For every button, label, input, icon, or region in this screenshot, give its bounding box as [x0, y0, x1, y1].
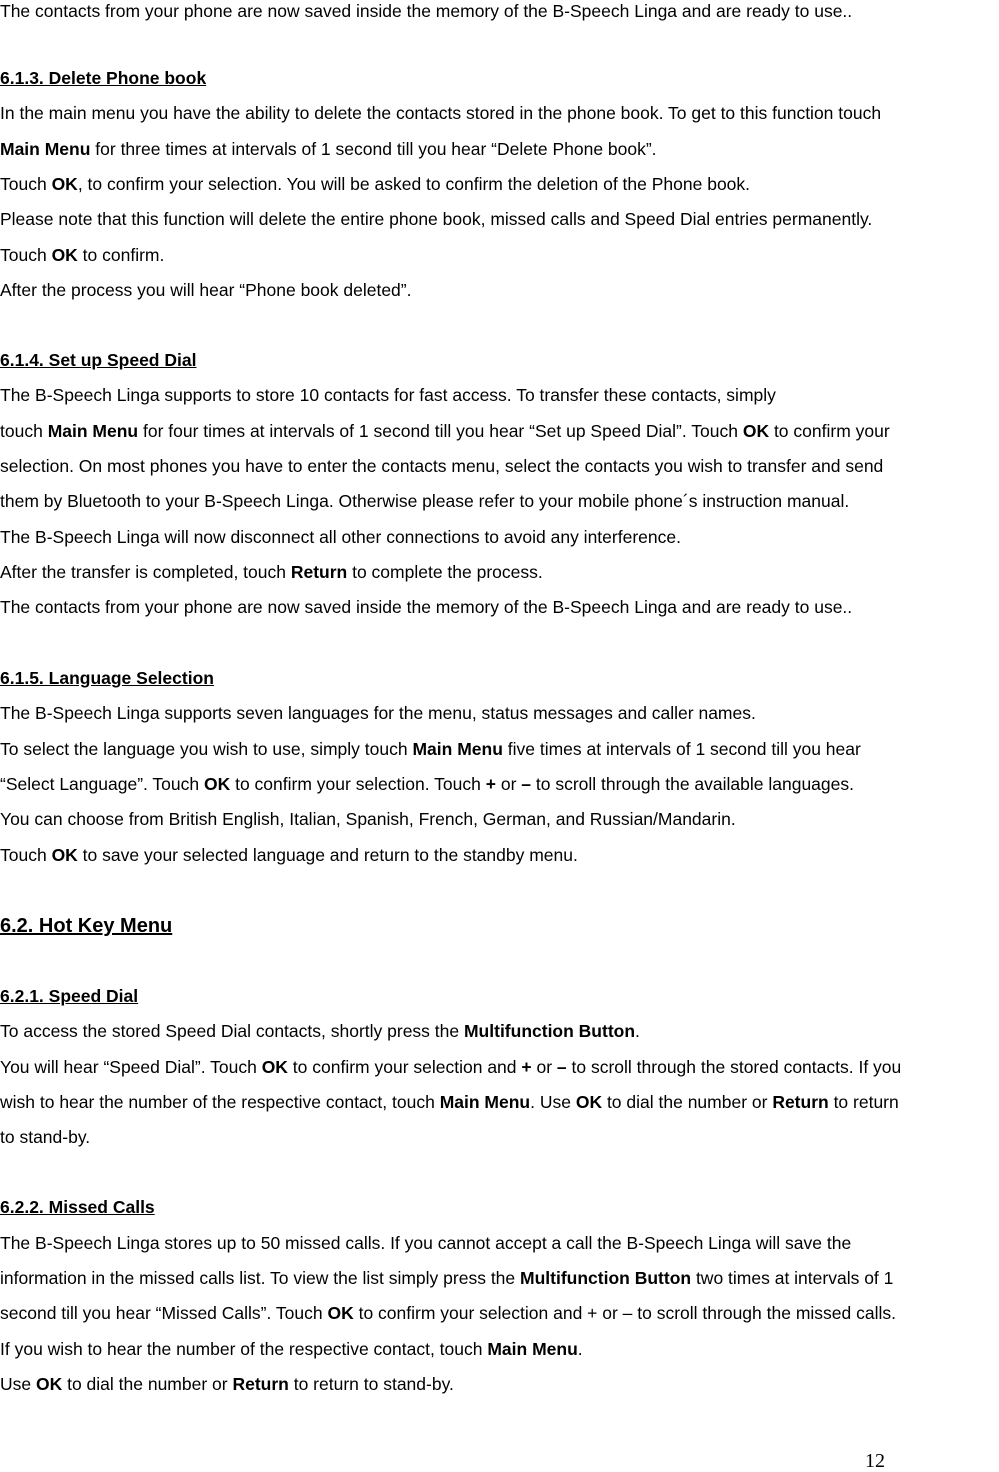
text: You can choose from British English, Italian, Spanish, French, German, and Russian/Mandarin. [0, 809, 736, 829]
bold-text: Multifunction Button [463, 1021, 636, 1041]
text: for four times at intervals of 1 second till you hear “Set up Speed Dial”. Touch [138, 421, 743, 441]
text: After the process you will hear “Phone book deleted”. [0, 280, 412, 300]
text: Please note that this function will delete the entire phone book, missed calls and Speed Dial entries permanently. [0, 209, 873, 229]
bold-text: OK [327, 1303, 354, 1323]
text: wish to hear the number of the respective contact, touch [0, 1092, 440, 1112]
text: In the main menu you have the ability to delete the contacts stored in the phone book. To get to this function touch [0, 103, 882, 123]
s615-line-5 [0, 844, 578, 866]
bold-text: Main Menu [47, 421, 139, 441]
text: The B-Speech Linga supports to store 10 contacts for fast access. To transfer these contacts, simply [0, 385, 776, 405]
s615-line-4 [0, 808, 736, 830]
heading-speed-dial: 6.2.1. Speed Dial [0, 986, 139, 1006]
s621-line-4 [0, 1126, 90, 1148]
bold-text: + [521, 1057, 532, 1077]
text: . [635, 1021, 640, 1041]
bold-text: OK [51, 174, 78, 194]
bold-text: Main Menu [439, 1092, 531, 1112]
s614-line-7 [0, 596, 852, 618]
text: to scroll through the available languages. [531, 774, 854, 794]
s613-line-6 [0, 279, 411, 301]
heading-hot-key-menu: 6.2. Hot Key Menu [0, 915, 173, 937]
text: , to confirm your selection. You will be asked to confirm the deletion of the Phone book. [77, 174, 751, 194]
bold-text: OK [51, 845, 78, 865]
s622-line-3 [0, 1302, 896, 1324]
text: or [531, 1057, 557, 1077]
bold-text: OK [261, 1057, 288, 1077]
text: to save your selected language and return to the standby menu. [77, 845, 578, 865]
text: You will hear “Speed Dial”. Touch [0, 1057, 262, 1077]
s622-line-1 [0, 1232, 851, 1254]
s622-line-5 [0, 1373, 454, 1395]
s622-line-2 [0, 1267, 893, 1289]
s621-line-1 [0, 1020, 640, 1042]
intro-paragraph [0, 0, 852, 22]
bold-text: OK [35, 1374, 63, 1394]
s622-line-4 [0, 1338, 583, 1360]
intro-text: The contacts from your phone are now saved inside the memory of the B-Speech Linga and are ready to use.. [0, 1, 853, 21]
heading-set-up-speed-dial: 6.1.4. Set up Speed Dial [0, 350, 197, 370]
bold-text: OK [203, 774, 231, 794]
s613-line-2 [0, 138, 657, 160]
s615-line-2 [0, 738, 861, 760]
text: to dial the number or [62, 1374, 233, 1394]
text: The B-Speech Linga stores up to 50 missed calls. If you cannot accept a call the B-Speech Linga will save the [0, 1233, 852, 1253]
s621-line-2 [0, 1056, 901, 1078]
text: to confirm your selection and + or – to scroll through the missed calls. [353, 1303, 896, 1323]
bold-text: – [556, 1057, 567, 1077]
bold-text: Return [772, 1092, 829, 1112]
text: To select the language you wish to use, simply touch [0, 739, 413, 759]
s614-line-2 [0, 420, 890, 442]
text: information in the missed calls list. To view the list simply press the [0, 1268, 521, 1288]
text: to confirm your selection. Touch [230, 774, 486, 794]
text: Use [0, 1374, 36, 1394]
text: to stand-by. [0, 1127, 91, 1147]
bold-text: Main Menu [487, 1339, 578, 1359]
s613-line-5 [0, 244, 164, 266]
text: five times at intervals of 1 second till you hear [502, 739, 861, 759]
s614-line-3 [0, 455, 883, 477]
text: to dial the number or [602, 1092, 773, 1112]
text: to return to stand-by. [288, 1374, 454, 1394]
bold-text: OK [575, 1092, 603, 1112]
s615-line-3 [0, 773, 854, 795]
text: Touch [0, 245, 52, 265]
text: selection. On most phones you have to enter the contacts menu, select the contacts you wish to transfer and send [0, 456, 884, 476]
text: The contacts from your phone are now saved inside the memory of the B-Speech Linga and are ready to use.. [0, 597, 853, 617]
text: . Use [530, 1092, 576, 1112]
bold-text: Return [232, 1374, 289, 1394]
s613-line-3 [0, 173, 750, 195]
text: two times at intervals of 1 [691, 1268, 894, 1288]
page-number: 12 [865, 1450, 885, 1472]
s614-line-5 [0, 526, 681, 548]
text: for three times at intervals of 1 second till you hear “Delete Phone book”. [90, 139, 657, 159]
text: touch [0, 421, 48, 441]
bold-text: + [485, 774, 496, 794]
bold-text: OK [742, 421, 770, 441]
text: to return [828, 1092, 899, 1112]
text: or [495, 774, 522, 794]
text: to complete the process. [347, 562, 543, 582]
text: The B-Speech Linga will now disconnect all other connections to avoid any interference. [0, 527, 681, 547]
text: to confirm your selection and [287, 1057, 522, 1077]
heading-language-selection: 6.1.5. Language Selection [0, 668, 214, 688]
bold-text: – [521, 774, 531, 794]
bold-text: Main Menu [0, 139, 91, 159]
s613-line-1 [0, 102, 881, 124]
text: After the transfer is completed, touch [0, 562, 291, 582]
s613-line-4 [0, 208, 872, 230]
text: to confirm your [769, 421, 890, 441]
text: to confirm. [77, 245, 165, 265]
bold-text: Return [290, 562, 348, 582]
text: Touch [0, 174, 52, 194]
text: second till you hear “Missed Calls”. Touch [0, 1303, 328, 1323]
text: . [577, 1339, 583, 1359]
s614-line-4 [0, 490, 849, 512]
s614-line-6 [0, 561, 543, 583]
s621-line-3 [0, 1091, 899, 1113]
s614-line-1 [0, 384, 776, 406]
bold-text: OK [51, 245, 78, 265]
text: If you wish to hear the number of the respective contact, touch [0, 1339, 488, 1359]
bold-text: Multifunction Button [520, 1268, 692, 1288]
text: them by Bluetooth to your B-Speech Linga. Otherwise please refer to your mobile phone´s instruction manual. [0, 491, 850, 511]
bold-text: Main Menu [412, 739, 503, 759]
heading-missed-calls: 6.2.2. Missed Calls [0, 1197, 155, 1217]
s615-line-1 [0, 702, 756, 724]
text: “Select Language”. Touch [0, 774, 204, 794]
text: Touch [0, 845, 52, 865]
text: The B-Speech Linga supports seven languages for the menu, status messages and caller names. [0, 703, 756, 723]
text: to scroll through the stored contacts. If you [566, 1057, 902, 1077]
text: To access the stored Speed Dial contacts, shortly press the [0, 1021, 464, 1041]
heading-delete-phone-book: 6.1.3. Delete Phone book [0, 68, 207, 88]
